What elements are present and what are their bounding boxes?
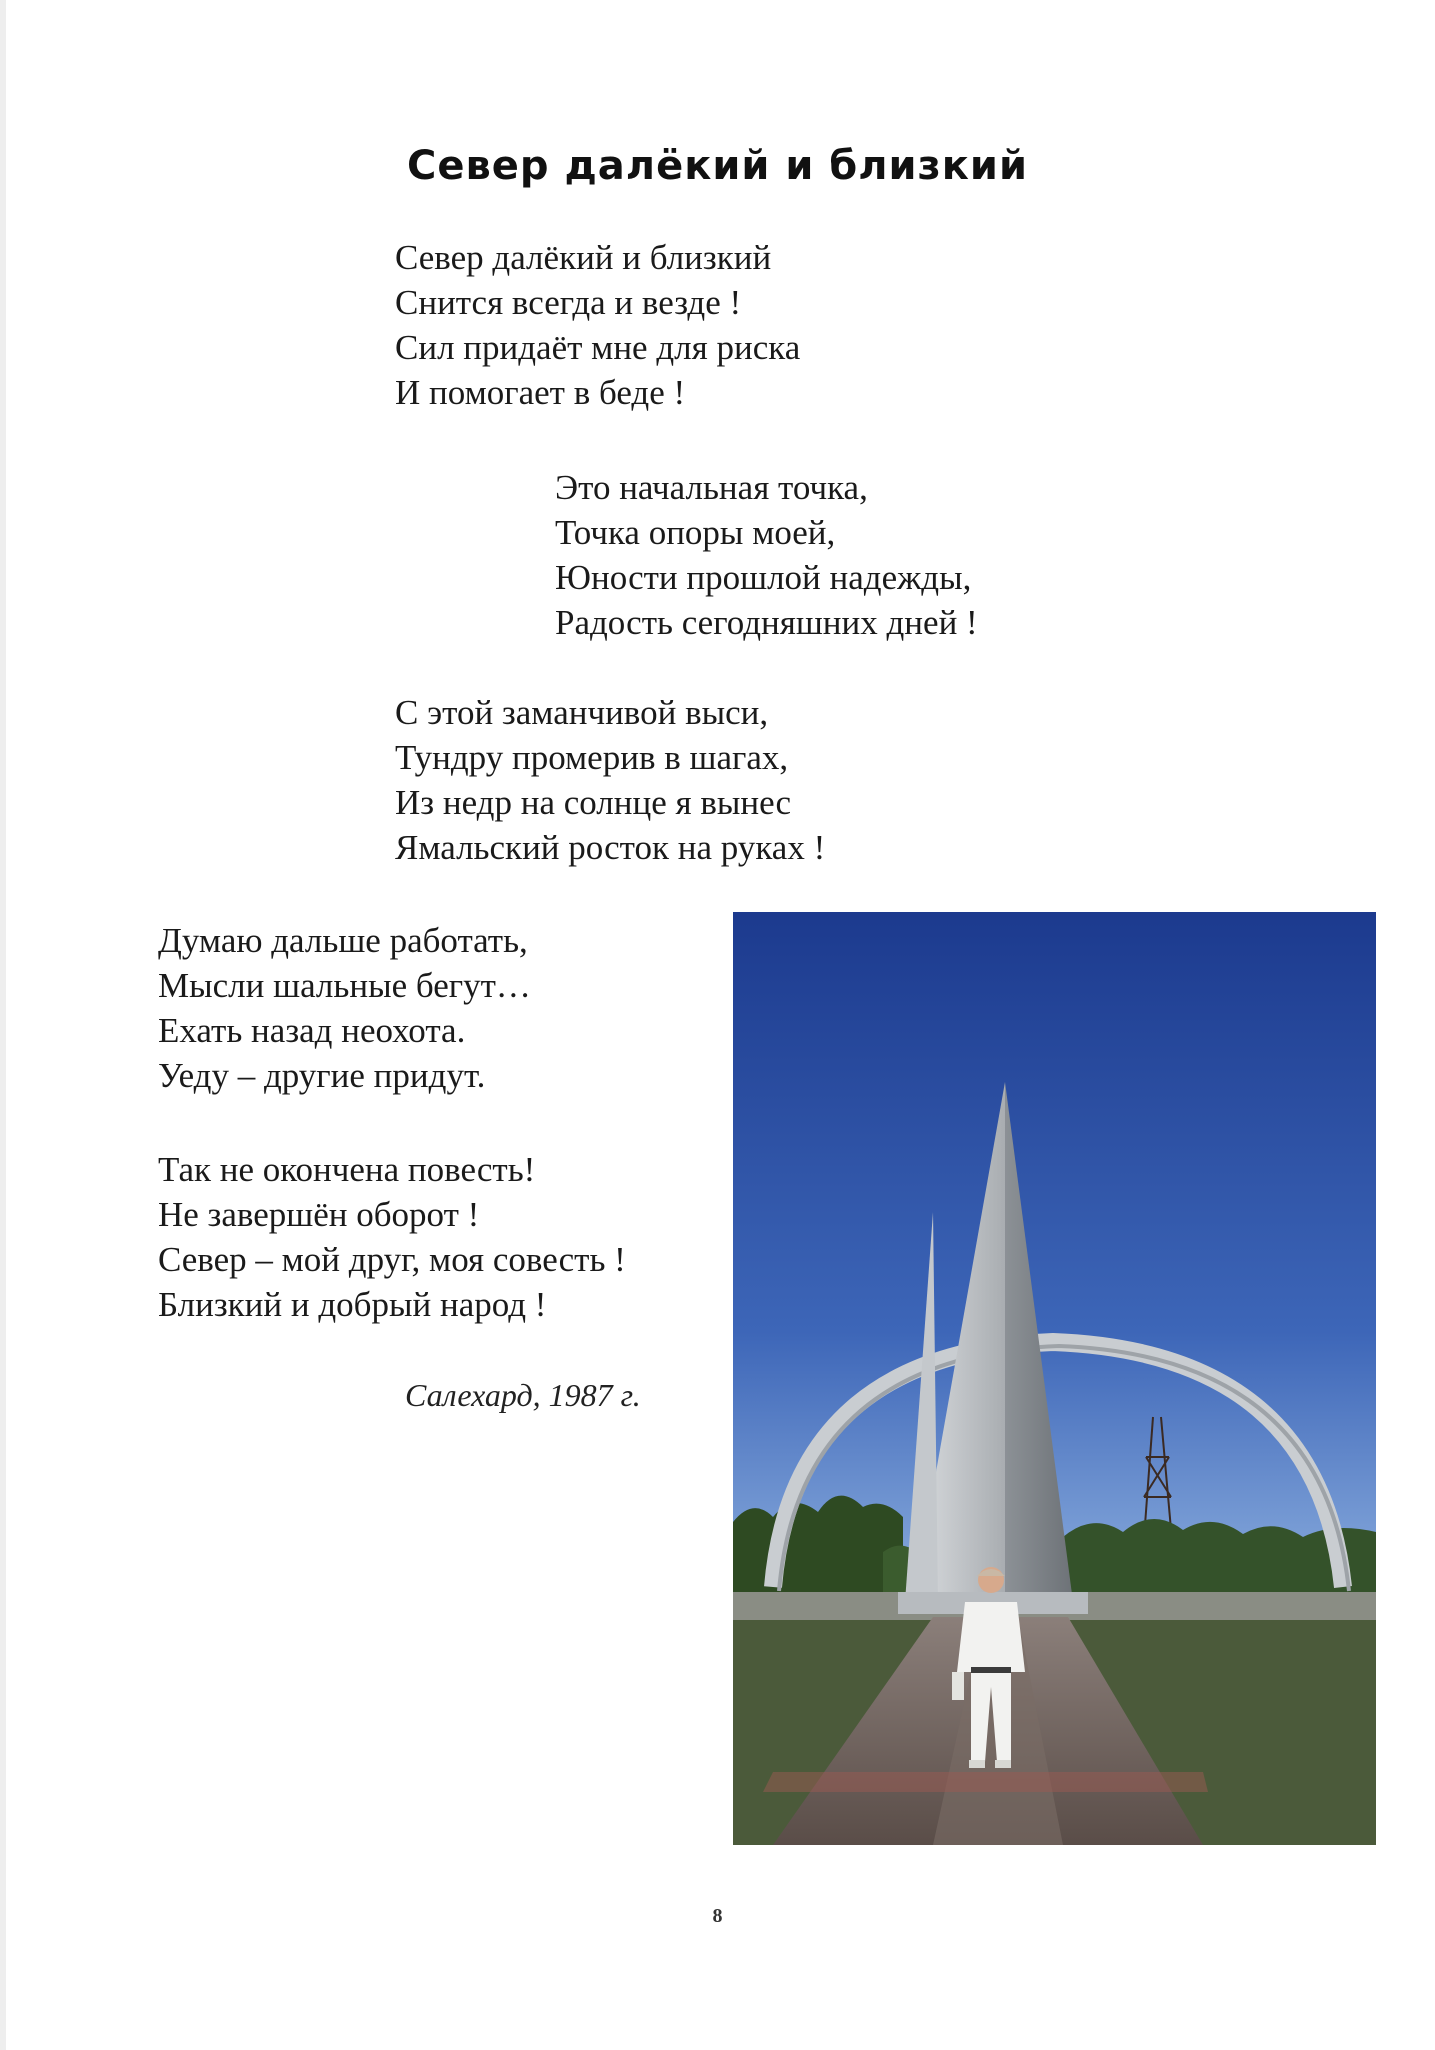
stanza bbox=[158, 1147, 626, 1327]
poem-title: Север далёкий и близкий bbox=[407, 143, 1028, 189]
poem-line: Уеду – другие придут. bbox=[158, 1056, 486, 1095]
stanza bbox=[555, 465, 978, 645]
poem-line: Снится всегда и везде ! bbox=[395, 283, 742, 322]
walkway-band bbox=[763, 1772, 1208, 1792]
poem-line: Ямальский росток на руках ! bbox=[395, 828, 826, 867]
signature: Салехард, 1987 г. bbox=[405, 1377, 641, 1413]
page-number: 8 bbox=[712, 1905, 723, 1927]
stanza bbox=[395, 690, 825, 870]
poem-line: Север далёкий и близкий bbox=[395, 238, 772, 277]
stanza bbox=[158, 918, 531, 1098]
poem-line: Думаю дальше работать, bbox=[158, 921, 528, 960]
poem-line: Радость сегодняшних дней ! bbox=[555, 603, 978, 642]
monument-photo bbox=[733, 912, 1376, 1845]
poem-line: Это начальная точка, bbox=[555, 468, 868, 507]
poem-line: Точка опоры моей, bbox=[555, 513, 836, 552]
monument-photo-illustration bbox=[733, 912, 1376, 1845]
poem-line: Так не окончена повесть! bbox=[158, 1150, 536, 1189]
stanza bbox=[395, 235, 800, 415]
poem-line: Север – мой друг, моя совесть ! bbox=[158, 1240, 626, 1279]
poem-line: Юности прошлой надежды, bbox=[555, 558, 972, 597]
poem-line: Сил придаёт мне для риска bbox=[395, 328, 801, 367]
poem-line: Мысли шальные бегут… bbox=[158, 966, 531, 1005]
poem-line: Не завершён оборот ! bbox=[158, 1195, 480, 1234]
poem-line: Близкий и добрый народ ! bbox=[158, 1285, 547, 1324]
poem-line: Ехать назад неохота. bbox=[158, 1011, 466, 1050]
poem-line: Из недр на солнце я вынес bbox=[395, 783, 792, 822]
poem-line: С этой заманчивой выси, bbox=[395, 693, 769, 732]
poem-line: И помогает в беде ! bbox=[395, 373, 686, 412]
poem-line: Тундру промерив в шагах, bbox=[395, 738, 789, 777]
